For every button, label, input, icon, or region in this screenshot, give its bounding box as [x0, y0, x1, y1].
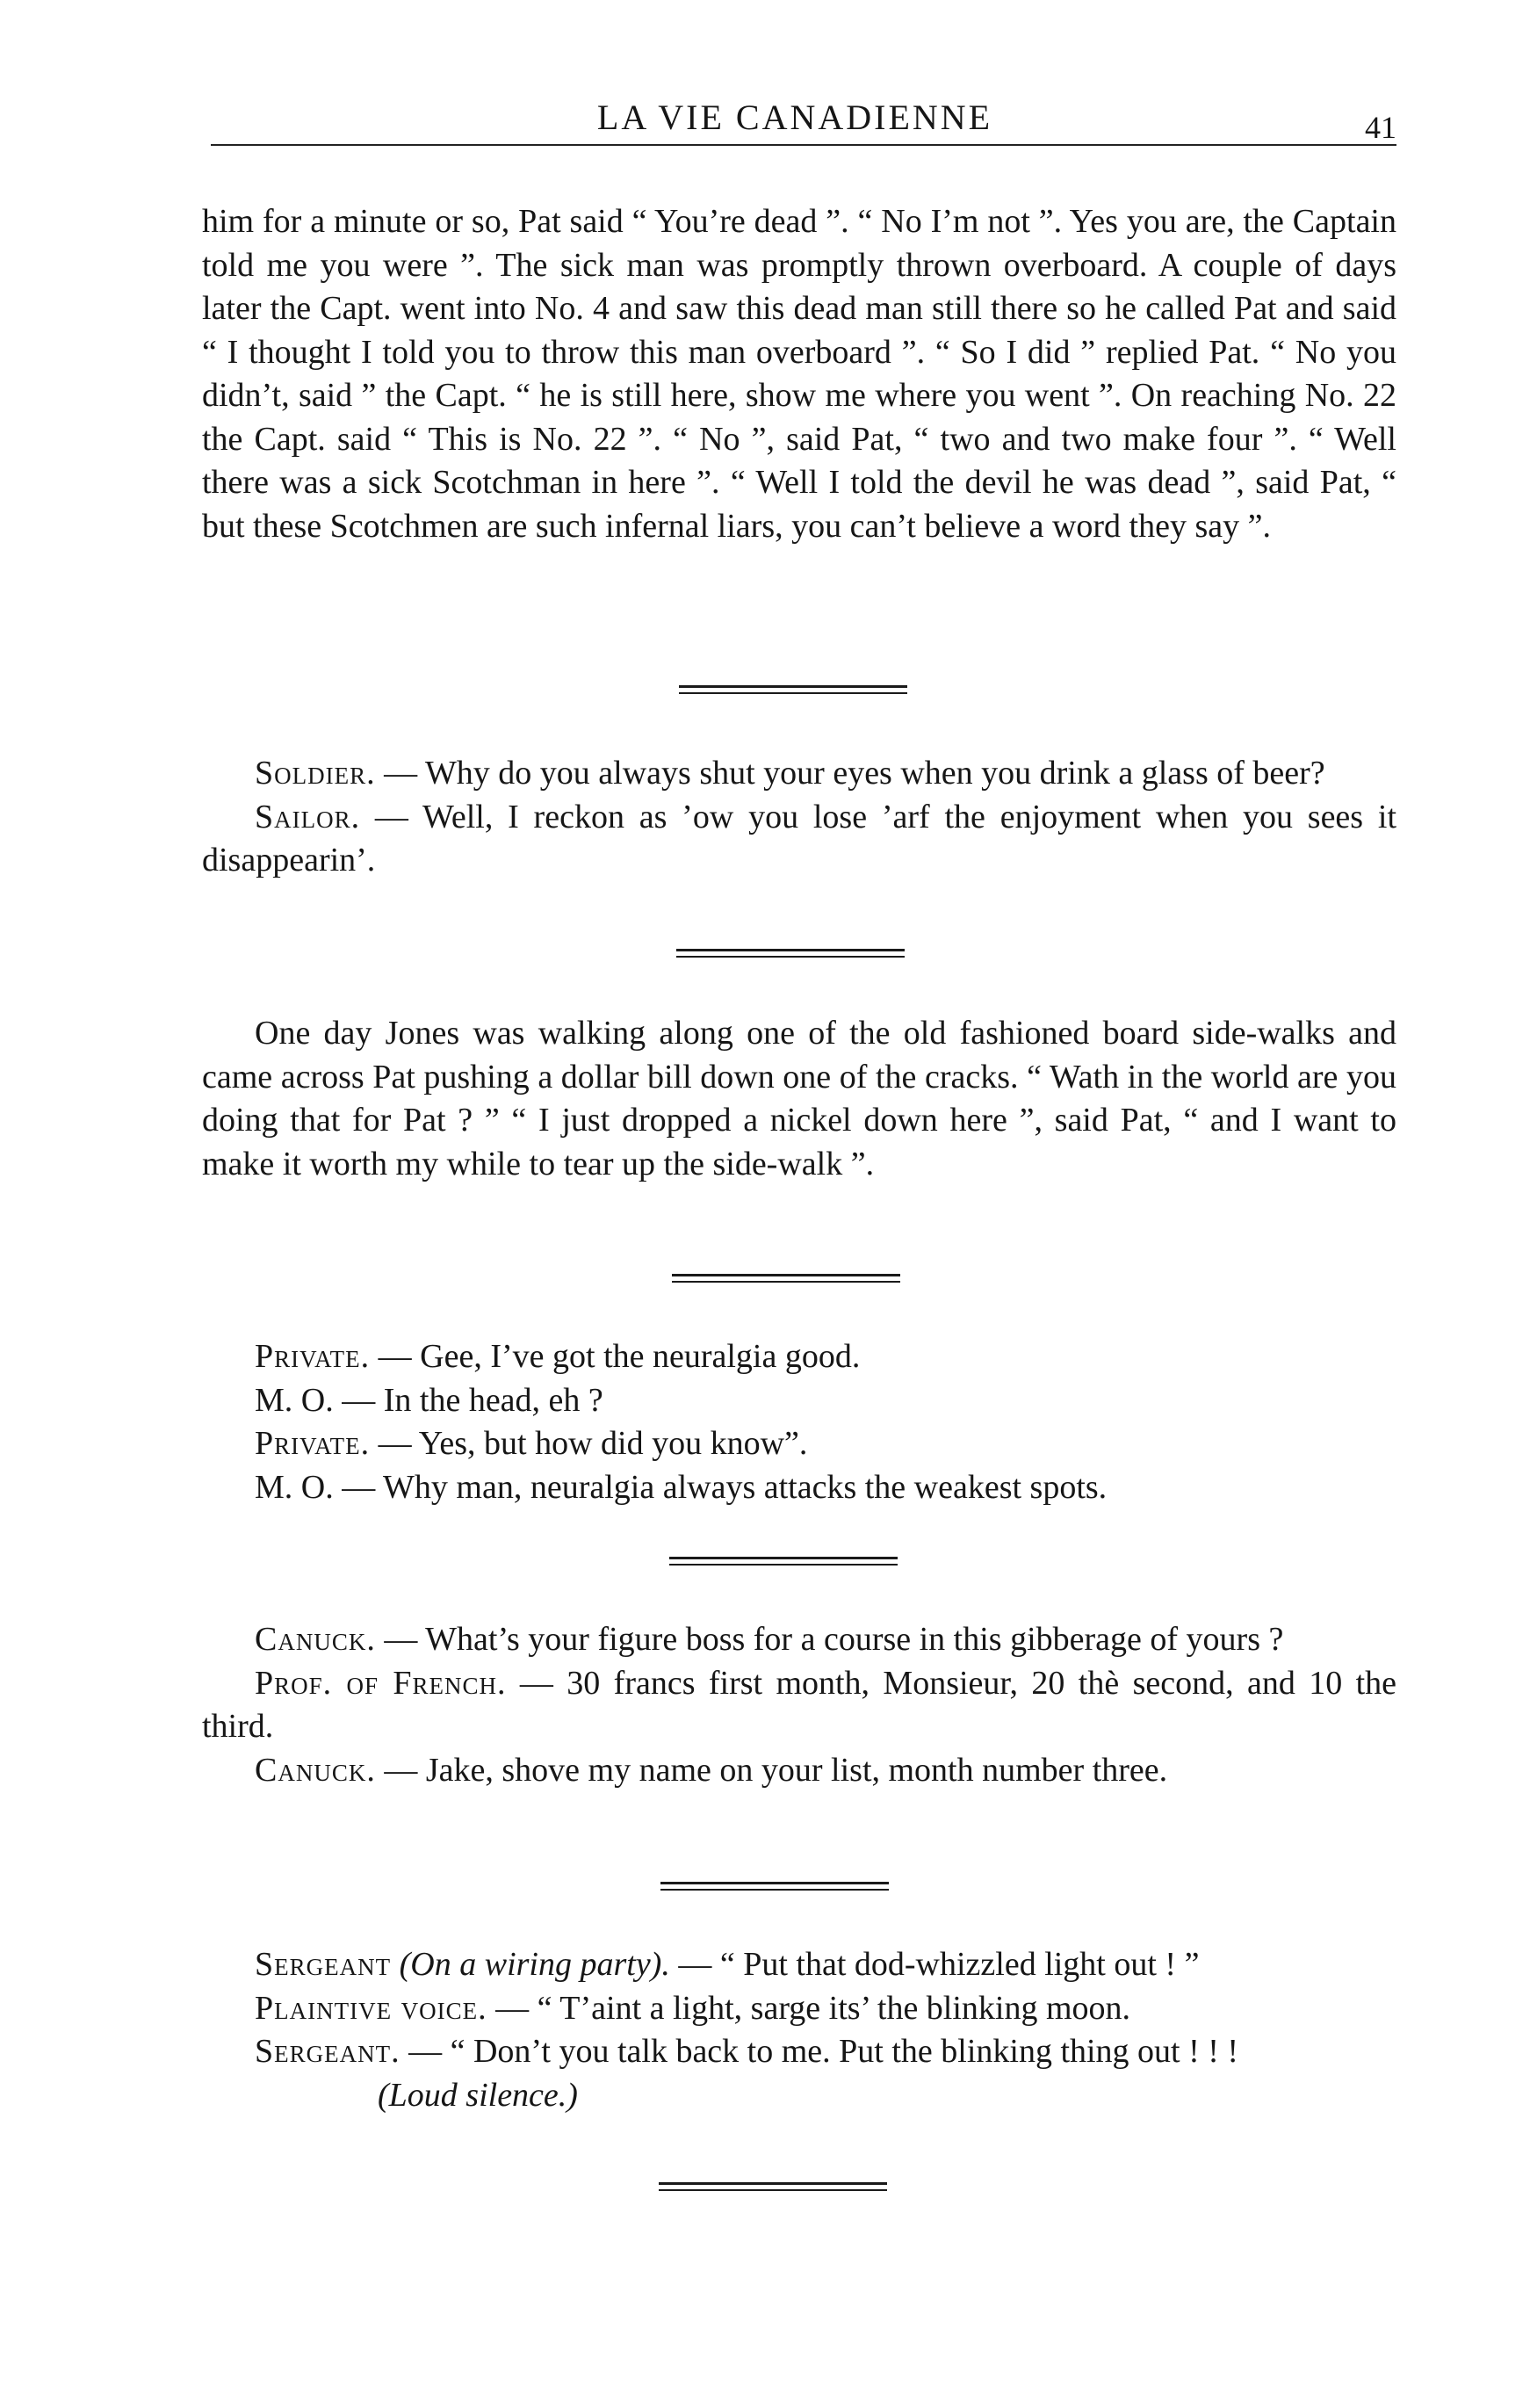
speaker-canuck: Canuck. — [255, 1751, 376, 1789]
section-divider — [676, 949, 905, 958]
section-divider — [672, 1274, 900, 1283]
running-title: LA VIE CANADIENNE — [596, 98, 993, 137]
dialogue-text: — Why do you always shut your eyes when you drink a glass of beer? — [375, 755, 1325, 792]
dialogue-line — [202, 796, 1396, 883]
dialogue-text: — “ Don’t you talk back to me. Put the blinking thing out ! ! ! — [400, 2033, 1239, 2070]
story-pat-continued — [202, 200, 1396, 548]
story-pat-paragraph: him for a minute or so, Pat said “ You’re dead ”. “ No I’m not ”. Yes you are, the Captain told me you were ”. The sick man was promptly thrown overboard. A couple of days later the Capt. went into No. 4 and saw this dead man still there so he called Pat and said “ I thought I told you to throw this man overboard ”. “ So I did ” replied Pat. “ No you didn’t, said ” the Capt. “ he is still here, show me where you went ”. On reaching No. 22 the Capt. said “ This is No. 22 ”. “ No ”, said Pat, “ two and two make four ”. “ Well there was a sick Scotchman in here ”. “ Well I told the devil he was dead ”, said Pat, “ but these Scotchmen are such infernal liars, you can’t believe a word they say ”. — [202, 203, 1396, 545]
joke-soldier-sailor — [202, 752, 1396, 883]
dialogue-text: — Yes, but how did you know”. — [370, 1425, 808, 1462]
story-jones-paragraph: One day Jones was walking along one of the old fashioned board side-walks and came across Pat pushing a dollar bill down one of the cracks. “ Wath in the world are you doing that for Pat ? ” “ I just dropped a nickel down here ”, said Pat, “ and I want to make it worth my while to tear up the side-walk ”. — [202, 1015, 1396, 1182]
dialogue-line — [202, 1618, 1396, 1662]
page-number: 41 — [1365, 110, 1396, 145]
dialogue-line — [202, 1379, 1396, 1423]
section-divider — [659, 2182, 887, 2191]
speaker-private: Private. — [255, 1425, 371, 1462]
dialogue-text: — “ T’aint a light, sarge its’ the blinking moon. — [487, 1989, 1131, 2027]
speaker-sailor: Sailor. — [255, 798, 361, 835]
stage-direction: (On a wiring party). — [391, 1946, 670, 1983]
header-rule — [211, 144, 1396, 146]
dialogue-text: — Gee, I’ve got the neuralgia good. — [370, 1338, 861, 1375]
dialogue-line — [202, 1335, 1396, 1379]
dialogue-text: — “ Put that dod-whizzled light out ! ” — [669, 1946, 1200, 1983]
dialogue-line — [202, 1943, 1396, 1987]
closing-stage-direction: (Loud silence.) — [378, 2076, 578, 2114]
dialogue-text: — 30 francs first month, Monsieur, 20 thè second, and 10 the third. — [202, 1664, 1396, 1745]
dialogue-text: — Why man, neuralgia always attacks the weakest spots. — [333, 1468, 1108, 1506]
dialogue-text: — What’s your figure boss for a course in this gibberage of yours ? — [375, 1621, 1284, 1658]
speaker-sergeant: Sergeant — [255, 1946, 392, 1983]
speaker-private: Private. — [255, 1338, 371, 1375]
speaker-soldier: Soldier. — [255, 755, 376, 792]
dialogue-line — [202, 1422, 1396, 1466]
speaker-canuck: Canuck. — [255, 1621, 376, 1658]
speaker-sergeant: Sergeant. — [255, 2033, 400, 2070]
story-jones — [202, 1012, 1396, 1186]
section-divider — [669, 1557, 898, 1566]
joke-private-mo — [202, 1335, 1396, 1509]
dialogue-line — [202, 1749, 1396, 1793]
speaker-mo: M. O. — [255, 1468, 334, 1506]
speaker-prof-of-french: Prof. of French. — [255, 1664, 507, 1702]
speaker-plaintive-voice: Plaintive voice. — [255, 1989, 487, 2027]
speaker-mo: M. O. — [255, 1381, 334, 1419]
joke-canuck-prof — [202, 1618, 1396, 1792]
dialogue-text: — Jake, shove my name on your list, month number three. — [375, 1751, 1168, 1789]
dialogue-line — [202, 752, 1396, 796]
joke-sergeant — [202, 1943, 1396, 2117]
page-header — [211, 97, 1396, 149]
section-divider — [660, 1882, 889, 1891]
dialogue-line — [202, 2030, 1396, 2074]
dialogue-line — [202, 1466, 1396, 1510]
dialogue-line — [202, 1662, 1396, 1749]
dialogue-line — [202, 1987, 1396, 2031]
dialogue-text: — Well, I reckon as ’ow you lose ’arf the enjoyment when you sees it disappearin’. — [202, 798, 1396, 879]
dialogue-text: — In the head, eh ? — [333, 1381, 603, 1419]
section-divider — [679, 685, 907, 694]
